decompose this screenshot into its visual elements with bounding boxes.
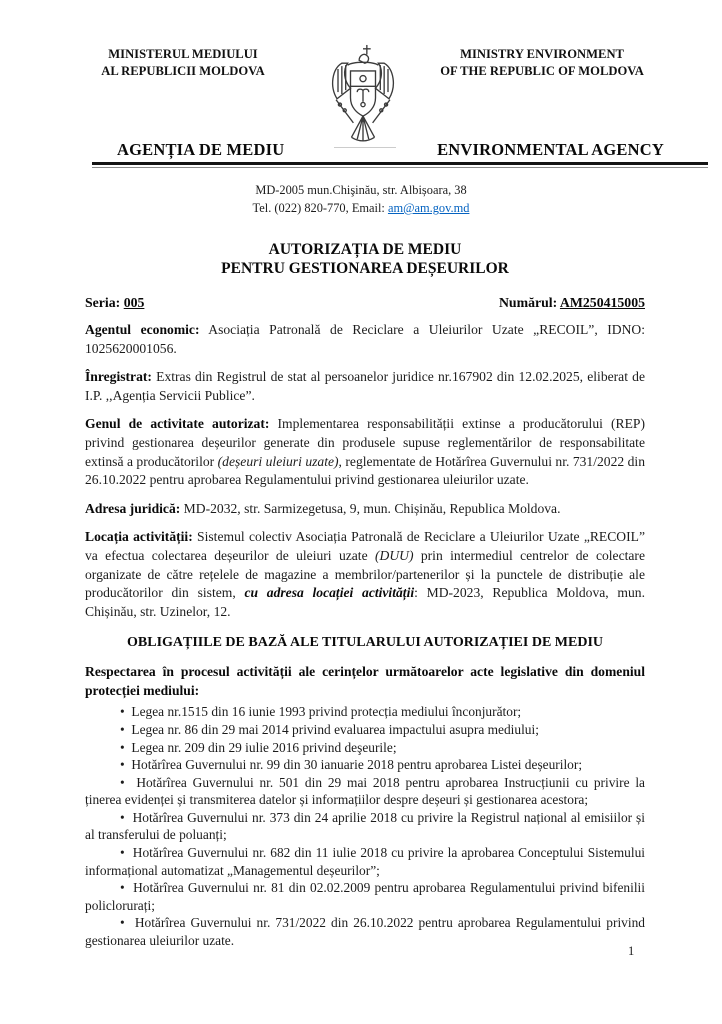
legislation-item: • Hotărîrea Guvernului nr. 731/2022 din 26.10.2022 pentru aprobarea Regulamentului privind gestionarea uleiurilor uzate. (85, 914, 645, 949)
legislation-item: • Hotărîrea Guvernului nr. 99 din 30 ianuarie 2018 pentru aprobarea Listei deșeurilor; (85, 756, 645, 774)
document-title-line1: AUTORIZAȚIA DE MEDIU (268, 241, 462, 258)
economic-agent-text: Asociația Patronală de Reciclare a Uleiurilor Uzate „RECOIL”, IDNO: 1025620001056. (85, 322, 645, 356)
legal-address-text: MD-2032, str. Sarmizegetusa, 9, mun. Chișinău, Republica Moldova. (180, 500, 561, 516)
activity-type-italic: (deșeuri uleiuri uzate) (217, 453, 339, 469)
legal-address-label: Adresa juridică: (85, 500, 181, 516)
registered-label: Înregistrat: (85, 369, 152, 385)
ministry-en-line1: MINISTRY ENVIRONMENT (460, 47, 624, 61)
activity-type-label: Genul de activitate autorizat: (85, 416, 270, 432)
number-label: Numărul: (498, 295, 560, 310)
seria-value: 005 (123, 295, 145, 310)
agency-phone-email (0, 199, 722, 217)
number-value: AM250415005 (559, 295, 645, 310)
obligations-intro: Respectarea în procesul activității ale cerințelor următoarelor acte legislative din domeniul protecției mediului: (85, 664, 645, 699)
activity-type-text2: , reglementate de Hotărîrea Guvernului nr. 731/2022 din 26.10.2022 pentru aprobarea Regulamentului privind gestionarea uleiurilor uzate. (85, 453, 646, 488)
ministry-ro-line2: AL REPUBLICII MOLDOVA (101, 64, 265, 78)
ministry-name-ro (93, 46, 273, 80)
obligations-heading: OBLIGAȚIILE DE BAZĂ ALE TITULARULUI AUTORIZAȚIEI DE MEDIU (127, 635, 603, 651)
ministry-name-en (413, 46, 671, 80)
activity-location-text2: prin intermediul centrelor de colectare organizate de către rețelele de magazine a membrilor/partenerilor și la punctele de distribuție ale producătorilor din sistem, (85, 547, 645, 601)
paragraph-activity-type (85, 415, 645, 489)
document-title (85, 240, 645, 278)
document-body (85, 240, 645, 950)
legislation-item: • Hotărîrea Guvernului nr. 501 din 29 mai 2018 pentru aprobarea Instrucțiunii cu privire la ținerea evidenței și transmiterea datelor și informațiilor despre deșeuri și gestionarea acestora; (85, 774, 645, 809)
activity-location-bold-italic: cu adresa locației activității (244, 585, 415, 601)
agency-title-en: ENVIRONMENTAL AGENCY (437, 140, 664, 159)
contact-prefix: Tel. (022) 820-770, Email: (252, 201, 388, 215)
registered-text: Extras din Registrul de stat al persoanelor juridice nr.167902 din 12.02.2025, eliberat de I.P. ,,Agenția Servicii Publice”. (85, 369, 645, 403)
email-link[interactable]: am@am.gov.md (387, 201, 470, 215)
moldova-coat-of-arms-icon (323, 44, 403, 144)
agency-title-row (92, 140, 708, 160)
activity-location-text1: Sistemul colectiv Asociația Patronală de Reciclare a Uleiurilor Uzate „RECOIL” va efectua colectarea deșeurilor de uleiuri uzate (85, 529, 645, 563)
paragraph-economic-agent (85, 321, 645, 358)
contact-block (0, 181, 722, 217)
legislation-item: • Legea nr. 209 din 29 iulie 2016 privind deşeurile; (85, 739, 645, 757)
activity-type-text1: Implementarea responsabilității extinse a producătorului (REP) privind gestionarea deșeurilor generate din produsele supuse reglementărilor de responsabilitate extinsă a producătorilor (85, 416, 645, 469)
paragraph-registered (85, 368, 645, 405)
seria-label: Seria: (85, 295, 124, 310)
activity-location-label: Locația activității: (85, 529, 193, 545)
number-field (499, 295, 645, 311)
document-title-line2: PENTRU GESTIONAREA DEȘEURILOR (221, 260, 509, 277)
activity-location-text3: : MD-2023, Republica Moldova, mun. Chișinău, str. Uzinelor, 12. (85, 585, 645, 619)
legislation-item: • Hotărîrea Guvernului nr. 373 din 24 aprilie 2018 cu privire la Registrul național al emisiilor și al transferului de poluanți; (85, 809, 645, 844)
activity-location-italic: (DUU) (374, 547, 414, 563)
paragraph-legal-address (85, 500, 645, 519)
header-divider (92, 162, 708, 168)
economic-agent-label: Agentul economic: (85, 322, 200, 337)
legislation-item: • Hotărîrea Guvernului nr. 81 din 02.02.2009 pentru aprobarea Regulamentului privind bifenilii policlorurați; (85, 879, 645, 914)
legislation-item: • Legea nr. 86 din 29 mai 2014 privind evaluarea impactului asupra mediului; (85, 721, 645, 739)
ministry-en-line2: OF THE REPUBLIC OF MOLDOVA (440, 64, 644, 78)
page-number: 1 (628, 944, 635, 958)
seria-field (85, 295, 144, 311)
legislation-item: • Hotărîrea Guvernului nr. 682 din 11 iulie 2018 cu privire la aprobarea Conceptului Sistemului informațional automatizat „Managementul deșeurilor”; (85, 844, 645, 879)
agency-address: MD-2005 mun.Chişinău, str. Albișoara, 38 (255, 183, 467, 197)
serial-row (85, 295, 645, 311)
legislation-list (85, 703, 645, 949)
agency-title-ro: AGENȚIA DE MEDIU (117, 140, 285, 159)
ministry-ro-line1: MINISTERUL MEDIULUI (108, 47, 258, 61)
paragraph-activity-location (85, 528, 645, 621)
legislation-item: • Legea nr.1515 din 16 iunie 1993 privind protecția mediului înconjurător; (85, 703, 645, 721)
